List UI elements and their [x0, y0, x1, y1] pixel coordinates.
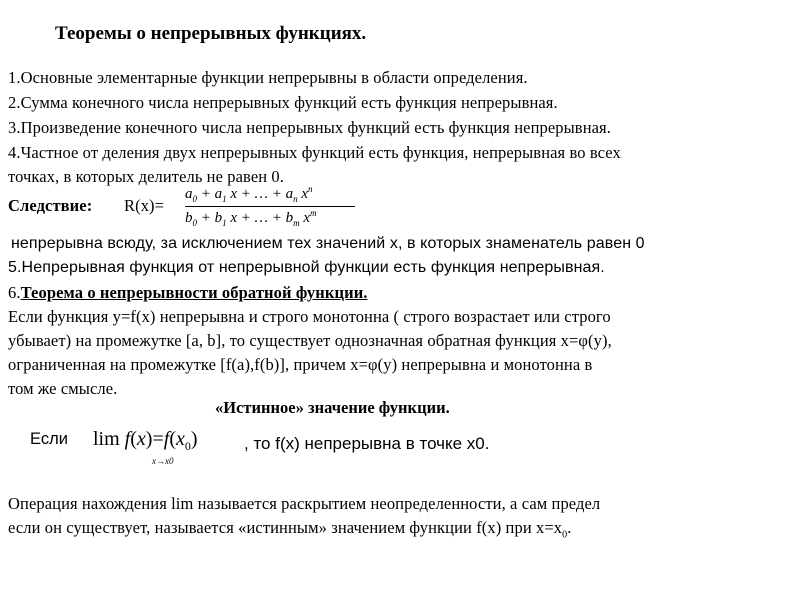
fraction-denominator: $b_0 + b_1$ x + … + $b_m$ $x^m$: [185, 208, 317, 228]
theorem-6-line4: том же смысле.: [8, 379, 118, 398]
theorem-4-line1: 4.Частное от деления двух непрерывных функций есть функция, непрерывная во всех: [8, 143, 621, 162]
page-title: Теоремы о непрерывных функциях.: [55, 23, 367, 44]
theorem-6-heading: Теорема о непрерывности обратной функции.: [20, 283, 368, 302]
true-value-heading: «Истинное» значение функции.: [215, 398, 450, 417]
if-word: Если: [30, 430, 68, 448]
theorem-3: 3.Произведение конечного числа непрерывных функций есть функция непрерывная.: [8, 118, 611, 137]
theorem-6-number: 6.: [8, 283, 21, 302]
conclusion-line2: если он существует, называется «истинным» значением функции f(x) при $x=x_0$.: [8, 518, 572, 541]
theorem-6-line2: убывает) на промежутке [a, b], то существует однозначная обратная функция x=φ(y),: [8, 331, 612, 350]
fraction-bar: [185, 206, 355, 207]
theorem-4-line2: точках, в которых делитель не равен 0.: [8, 167, 284, 186]
theorem-5: 5.Непрерывная функция от непрерывной функции есть функция непрерывная.: [8, 259, 605, 276]
conclusion-line1: Операция нахождения lim называется раскрытием неопределенности, а сам предел: [8, 494, 601, 513]
corollary-continuation: непрерывна всюду, за исключением тех значений x, в которых знаменатель равен 0: [11, 235, 645, 252]
fraction-numerator: $a_0 + a_1$ x + … + $a_n$ $x^n$: [185, 184, 313, 204]
theorem-1: 1.Основные элементарные функции непрерывны в области определения.: [8, 68, 528, 87]
limit-subscript: x→x0: [152, 456, 174, 466]
theorem-2: 2.Сумма конечного числа непрерывных функций есть функция непрерывная.: [8, 93, 558, 112]
limit-expression: $\lim f(x)=f(x_0)$: [93, 428, 198, 453]
theorem-6-heading-row: [8, 283, 368, 303]
theorem-6-line1: Если функция y=f(x) непрерывна и строго монотонна ( строго возрастает или строго: [8, 307, 611, 326]
continuity-statement: , то f(x) непрерывна в точке x0.: [244, 434, 490, 453]
theorem-6-line3: ограниченная на промежутке [f(a),f(b)], причем x=φ(y) непрерывна и монотонна в: [8, 355, 593, 374]
corollary-label: Следствие:: [8, 196, 93, 215]
rational-fraction: [185, 184, 355, 228]
corollary-function: R(x)=: [124, 196, 165, 215]
